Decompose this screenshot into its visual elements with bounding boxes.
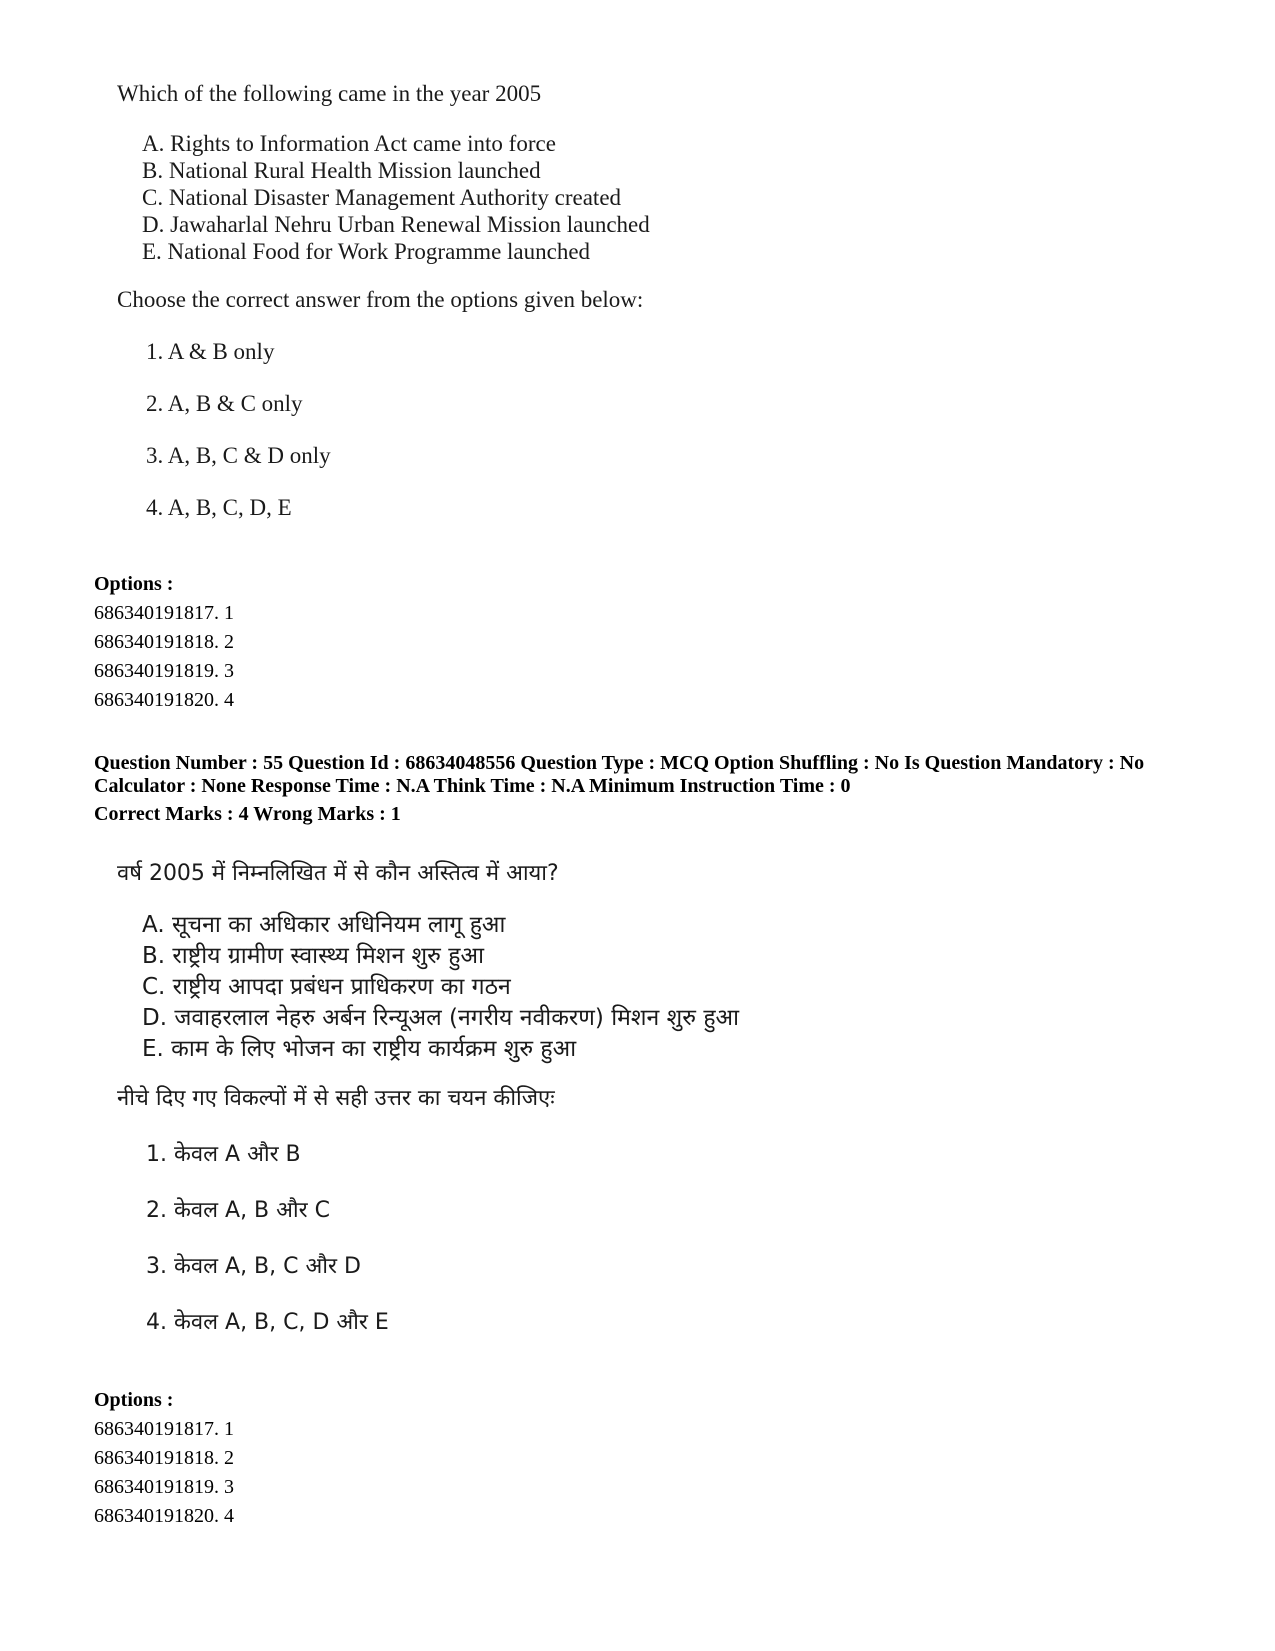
choice-item: 2. केवल A, B और C	[146, 1198, 331, 1223]
marks-line: Correct Marks : 4 Wrong Marks : 1	[94, 803, 401, 825]
statement-item: C. National Disaster Management Authority created	[142, 185, 622, 210]
statement-item: C. राष्ट्रीय आपदा प्रबंधन प्राधिकरण का गठन	[142, 974, 511, 1000]
statement-item: E. National Food for Work Programme launched	[142, 239, 591, 264]
choice-item: 4. केवल A, B, C, D और E	[146, 1310, 389, 1335]
statement-item: B. राष्ट्रीय ग्रामीण स्वास्थ्य मिशन शुरु हुआ	[142, 943, 484, 969]
choice-item: 4. A, B, C, D, E	[146, 495, 292, 520]
choice-item: 2. A, B & C only	[146, 391, 303, 416]
hindi-question-block	[117, 860, 739, 1337]
question-metadata	[94, 752, 1204, 826]
question-instruction: Choose the correct answer from the options given below:	[117, 287, 644, 312]
question-stem: Which of the following came in the year 2005	[117, 81, 542, 106]
option-item: 686340191819. 3	[94, 1476, 234, 1498]
choice-list	[117, 338, 650, 522]
options-heading: Options :	[94, 573, 174, 595]
statement-item: B. National Rural Health Mission launched	[142, 158, 541, 183]
choice-item: 3. केवल A, B, C और D	[146, 1254, 361, 1279]
option-item: 686340191817. 1	[94, 602, 234, 624]
english-question-block	[117, 80, 650, 522]
options-block	[94, 1386, 234, 1531]
choice-item: 1. A & B only	[146, 339, 275, 364]
statement-item: E. काम के लिए भोजन का राष्ट्रीय कार्यक्रम शुरु हुआ	[142, 1036, 577, 1062]
option-item: 686340191820. 4	[94, 1505, 234, 1527]
question-instruction: नीचे दिए गए विकल्पों में से सही उत्तर का चयन कीजिएः	[117, 1086, 555, 1111]
statement-item: D. Jawaharlal Nehru Urban Renewal Mission launched	[142, 212, 650, 237]
option-item: 686340191819. 3	[94, 660, 234, 682]
option-item: 686340191818. 2	[94, 1447, 234, 1469]
statement-list	[117, 130, 650, 265]
choice-item: 3. A, B, C & D only	[146, 443, 331, 468]
statement-list	[117, 910, 739, 1065]
question-stem: वर्ष 2005 में निम्नलिखित में से कौन अस्तित्व में आया?	[117, 861, 559, 886]
statement-item: A. Rights to Information Act came into force	[142, 131, 556, 156]
statement-item: D. जवाहरलाल नेहरु अर्बन रिन्यूअल (नगरीय नवीकरण) मिशन शुरु हुआ	[142, 1005, 740, 1031]
choice-list	[117, 1141, 739, 1337]
option-item: 686340191820. 4	[94, 689, 234, 711]
choice-item: 1. केवल A और B	[146, 1142, 301, 1167]
statement-item: A. सूचना का अधिकार अधिनियम लागू हुआ	[142, 912, 506, 938]
option-item: 686340191817. 1	[94, 1418, 234, 1440]
option-item: 686340191818. 2	[94, 631, 234, 653]
options-heading: Options :	[94, 1389, 174, 1411]
options-block	[94, 570, 234, 715]
question-meta-line: Question Number : 55 Question Id : 68634048556 Question Type : MCQ Option Shuffling : No Is Question Mandatory : No Calculator : None Response Time : N.A Think Time : N.A Minimum Instruction Time : 0	[94, 752, 1145, 797]
